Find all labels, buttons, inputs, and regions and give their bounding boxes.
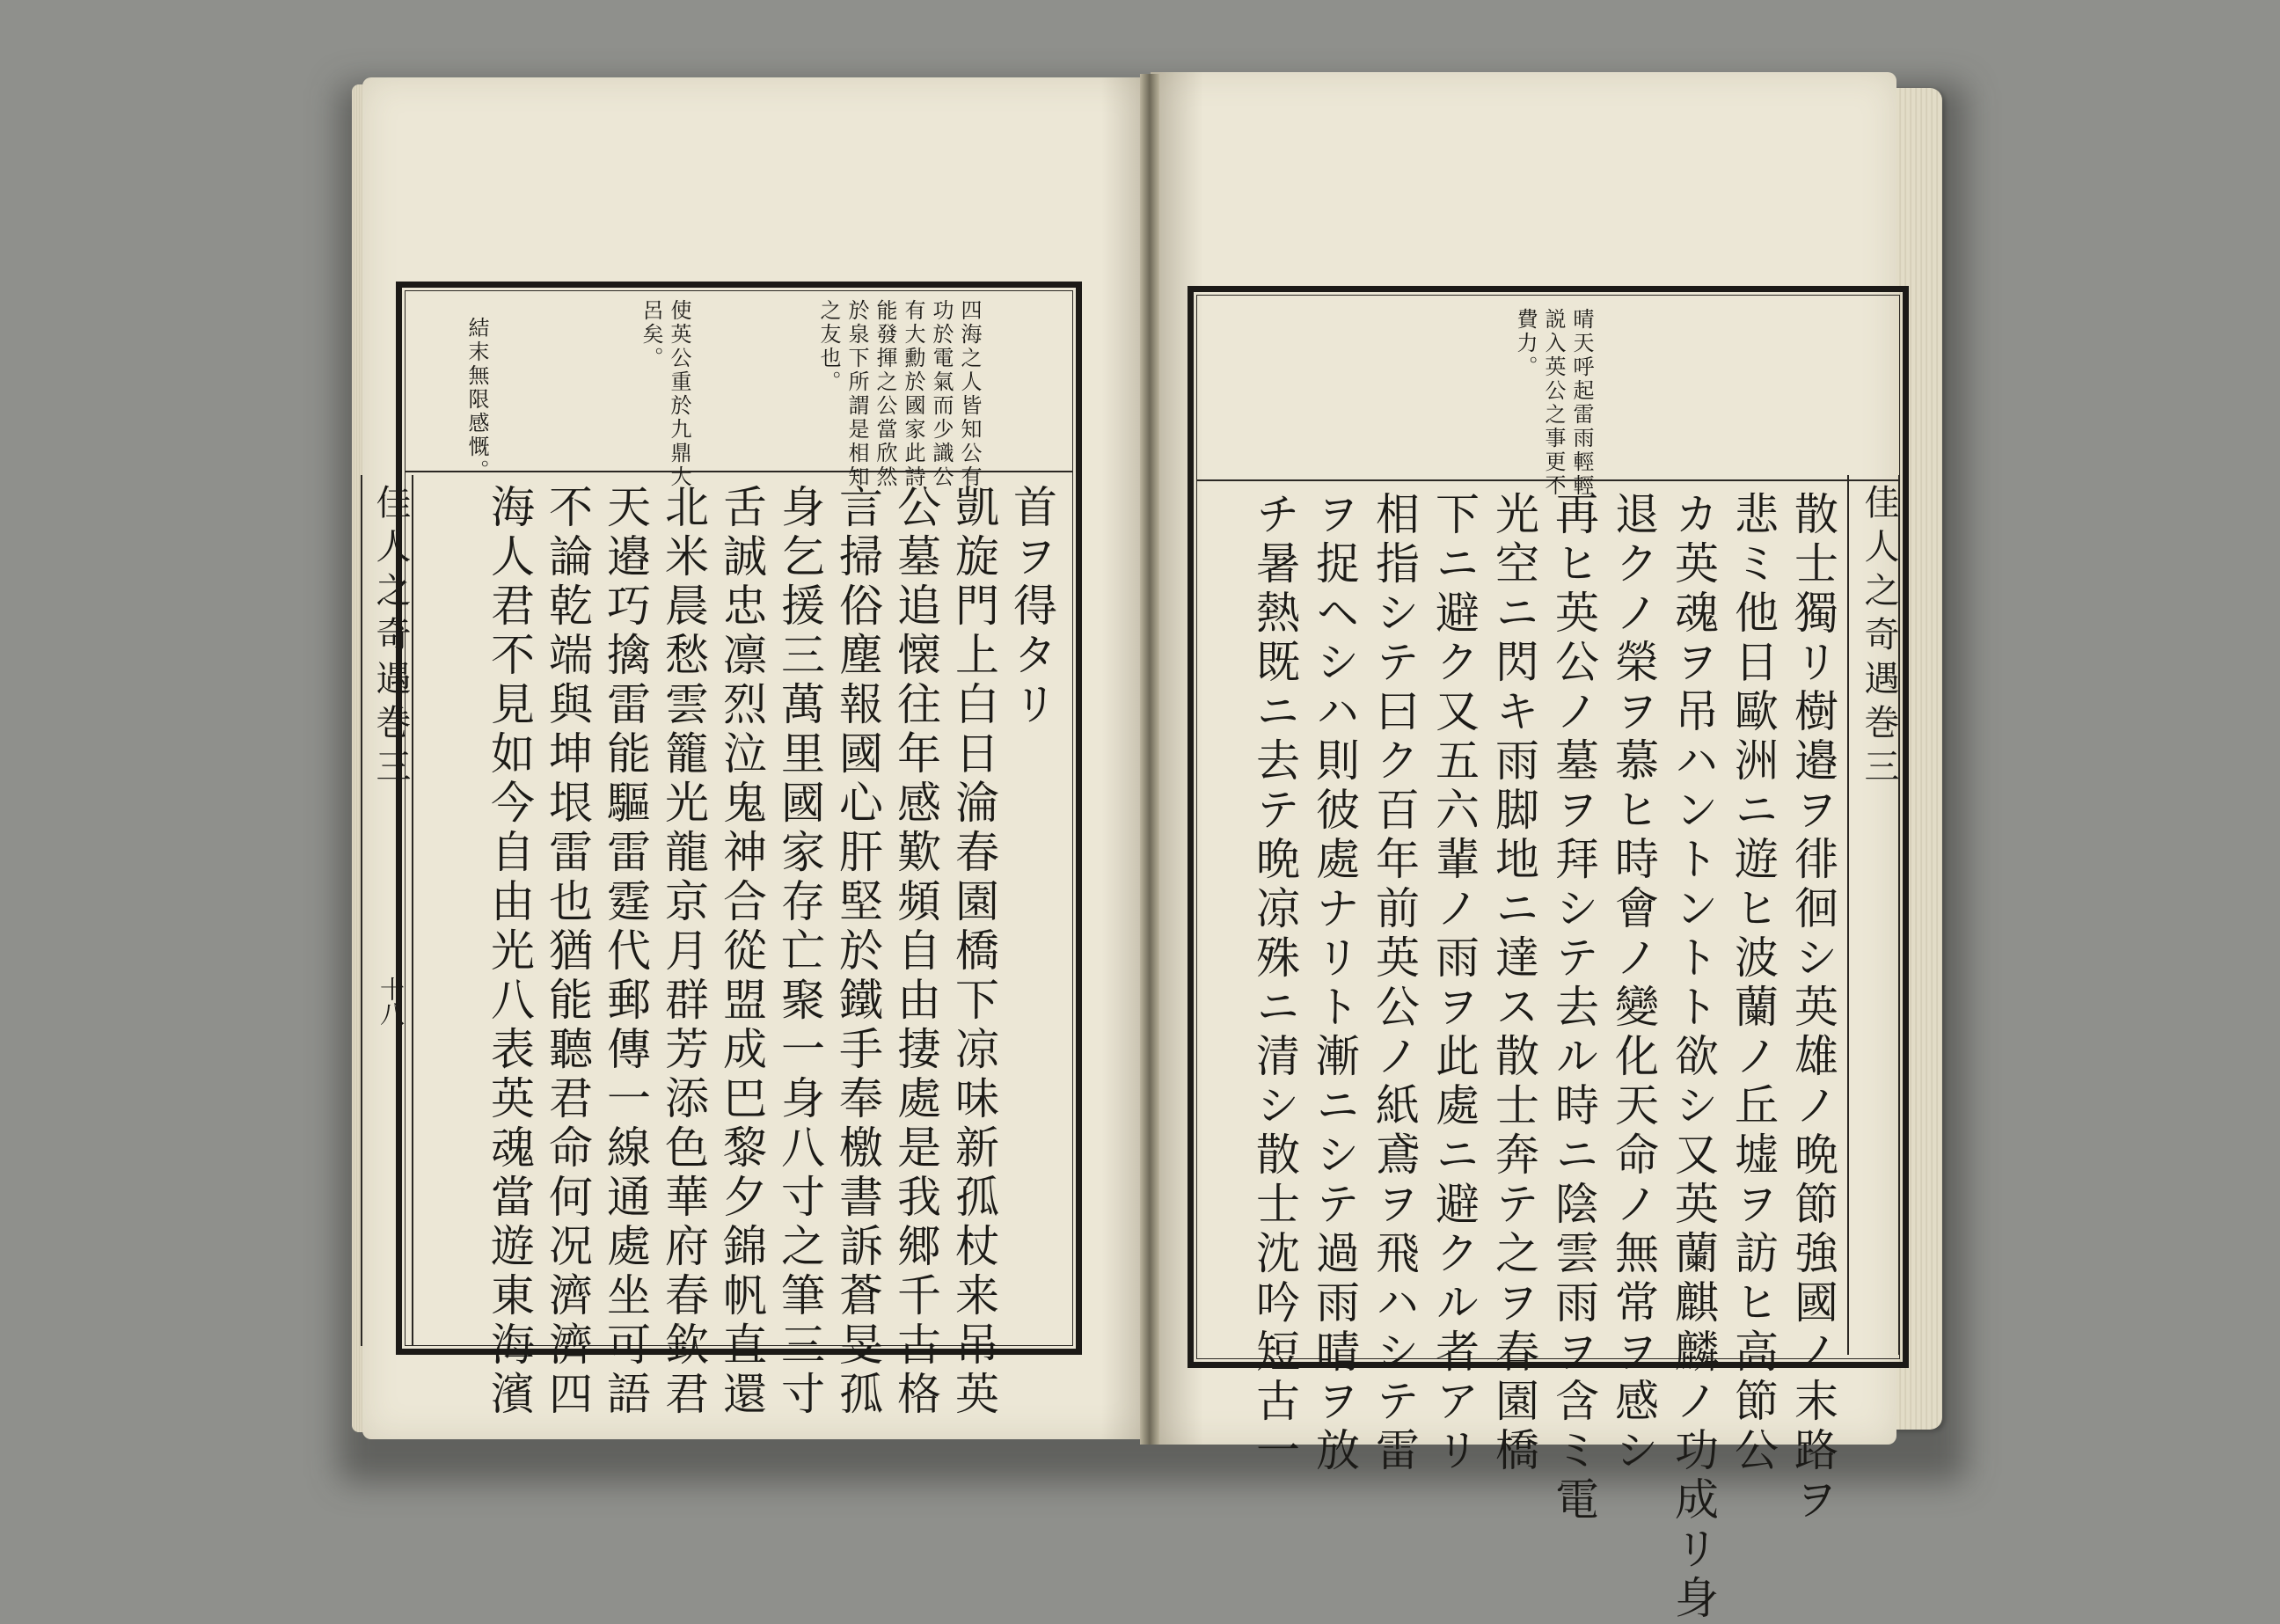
left-headnote-8: 呂矣。 [639, 299, 663, 370]
right-body-col-7: 下ニ避ク又五六輩ノ雨ヲ此處ニ避クル者アリ [1429, 491, 1480, 1476]
right-body-col-10: チ暑熱既ニ去テ晩凉殊ニ清シ散士沈吟短古一 [1249, 491, 1300, 1476]
left-headnote-9: 結末無限感慨。 [464, 317, 489, 483]
left-body-col-7: 北米晨愁雲籠光龍京月群芳添色華府春欽君 [658, 484, 709, 1420]
left-body-col-10: 海人君不見如今自由光八表英魂當遊東海濱 [484, 484, 535, 1420]
left-body-col-6: 舌誠忠凛烈泣鬼神合從盟成巴黎夕錦帆直還 [716, 484, 767, 1420]
right-body-col-3: カ英魂ヲ吊ハントントト欲シ又英蘭麒麟ノ功成リ身 [1668, 491, 1719, 1624]
left-body-col-4: 言掃俗塵報國心肝堅於鐵手奉檄書訴蒼旻孤 [832, 484, 883, 1420]
right-body-col-9: ヲ捉ヘシハ則彼處ナリト漸ニシテ過雨晴ヲ放 [1309, 491, 1360, 1476]
right-headnote-1: 晴天呼起雷雨輕輕 [1569, 308, 1594, 498]
book-gutter [1140, 74, 1159, 1445]
left-headnote-3: 有大勳於國家此詩 [901, 299, 925, 489]
right-body-col-6: 光空ニ閃キ雨脚地ニ達ス散士奔テ之ヲ春園橋 [1488, 491, 1539, 1476]
left-headnote-2: 功於電氣而少識公 [929, 299, 954, 489]
left-body-col-3: 公墓追懐往年感歎頻自由捿處是我郷千古格 [890, 484, 941, 1420]
right-body-col-8: 相指シテ曰ク百年前英公ノ紙鳶ヲ飛ハシテ雷 [1369, 491, 1420, 1476]
left-headnote-4: 能發揮之公當欣然 [873, 299, 897, 489]
left-body-col-1: 首ヲ得タリ [1006, 484, 1057, 730]
right-body-col-4: 退クノ榮ヲ慕ヒ時會ノ變化天命ノ無常ヲ感シ [1608, 491, 1659, 1476]
right-body-col-2: 悲ミ他日歐洲ニ遊ヒ波蘭ノ丘墟ヲ訪ヒ高節公 [1728, 491, 1779, 1476]
right-headnote-3: 費力。 [1513, 308, 1538, 379]
left-body-col-2: 凱旋門上白日淪春園橋下凉味新孤杖来吊英 [948, 484, 999, 1420]
left-headnote-5: 於泉下所謂是相知 [844, 299, 869, 489]
right-body-col-5: 再ヒ英公ノ墓ヲ拜シテ去ル時ニ陰雲雨ヲ含ミ電 [1548, 491, 1599, 1525]
left-running-title: 佳人之奇遇巻三 [370, 484, 411, 792]
left-folio: 十八 [376, 977, 406, 1026]
right-running-title: 佳人之奇遇巻三 [1859, 484, 1899, 792]
left-body-col-9: 不論乾端與坤垠雷也猶能聽君命何况濟濟四 [542, 484, 593, 1420]
left-body-col-5: 身乞援三萬里國家存亡聚一身八寸之筆三寸 [774, 484, 825, 1420]
left-headnote-1: 四海之人皆知公有 [957, 299, 982, 489]
right-headnote-2: 説入英公之事更不 [1541, 308, 1566, 498]
left-headnote-7: 使英公重於九鼎大 [667, 299, 691, 489]
left-body-col-8: 天邉巧擒雷能驅雷霆代郵傳一線通處坐可語 [600, 484, 651, 1420]
right-body-col-1: 散士獨リ樹邉ヲ徘徊シ英雄ノ晩節強國ノ末路ヲ [1787, 491, 1838, 1525]
left-headnote-6: 之友也。 [816, 299, 841, 394]
